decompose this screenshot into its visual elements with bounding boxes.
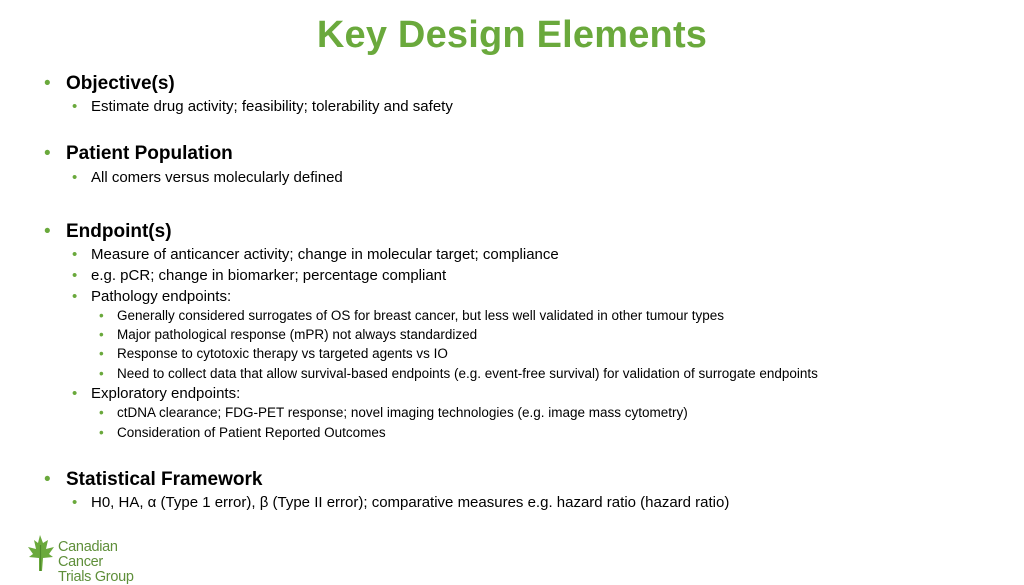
bullet-icon: •	[99, 327, 104, 342]
heading-text: Statistical Framework	[66, 469, 263, 490]
bullet-icon: •	[99, 308, 104, 323]
heading-text: Patient Population	[66, 143, 233, 164]
list-item: • Pathology endpoints:	[72, 288, 232, 305]
section-heading-population	[44, 143, 233, 165]
sub-list-item: • Consideration of Patient Reported Outcomes	[99, 425, 386, 440]
sub-list-item: • Need to collect data that allow survival-based endpoints (e.g. event-free survival) for validation of surrogate endpoints	[99, 366, 818, 381]
bullet-icon: •	[72, 98, 78, 115]
bullet-icon: •	[44, 143, 51, 164]
bullet-icon: •	[99, 366, 104, 381]
bullet-icon: •	[72, 288, 78, 305]
sub-list-item: • ctDNA clearance; FDG-PET response; novel imaging technologies (e.g. image mass cytometry)	[99, 405, 688, 420]
logo-line1: Canadian Cancer	[58, 539, 118, 570]
bullet-icon: •	[72, 246, 78, 263]
bullet-icon: •	[72, 267, 78, 284]
bullet-icon: •	[44, 73, 51, 94]
bullet-icon: •	[72, 169, 78, 186]
bullet-icon: •	[44, 221, 51, 242]
list-item: • Exploratory endpoints:	[72, 385, 241, 402]
section-heading-objectives	[44, 73, 175, 95]
section-heading-endpoints	[44, 221, 172, 243]
section-heading-statistical	[44, 469, 262, 491]
page-title: Key Design Elements	[316, 14, 708, 56]
list-item: • H0, HA, α (Type 1 error), β (Type II error); comparative measures e.g. hazard ratio (hazard ratio)	[72, 494, 730, 511]
sub-list-item: • Generally considered surrogates of OS for breast cancer, but less well validated in other tumour types	[99, 308, 725, 323]
list-item: • Estimate drug activity; feasibility; tolerability and safety	[72, 98, 453, 115]
bullet-icon: •	[99, 346, 104, 361]
heading-text: Objective(s)	[66, 73, 175, 94]
organization-logo	[26, 533, 166, 585]
list-item: • e.g. pCR; change in biomarker; percentage compliant	[72, 267, 447, 284]
bullet-icon: •	[72, 494, 78, 511]
heading-text: Endpoint(s)	[66, 221, 172, 242]
list-item: • All comers versus molecularly defined	[72, 169, 343, 186]
sub-list-item: • Major pathological response (mPR) not always standardized	[99, 327, 478, 342]
bullet-icon: •	[99, 405, 104, 420]
logo-text	[58, 540, 166, 585]
bullet-icon: •	[99, 425, 104, 440]
maple-leaf-icon	[26, 533, 56, 573]
bullet-icon: •	[72, 385, 78, 402]
logo-line2: Trials Group	[58, 569, 134, 585]
sub-list-item: • Response to cytotoxic therapy vs targeted agents vs IO	[99, 346, 448, 361]
bullet-icon: •	[44, 469, 51, 490]
list-item: • Measure of anticancer activity; change in molecular target; compliance	[72, 246, 559, 263]
